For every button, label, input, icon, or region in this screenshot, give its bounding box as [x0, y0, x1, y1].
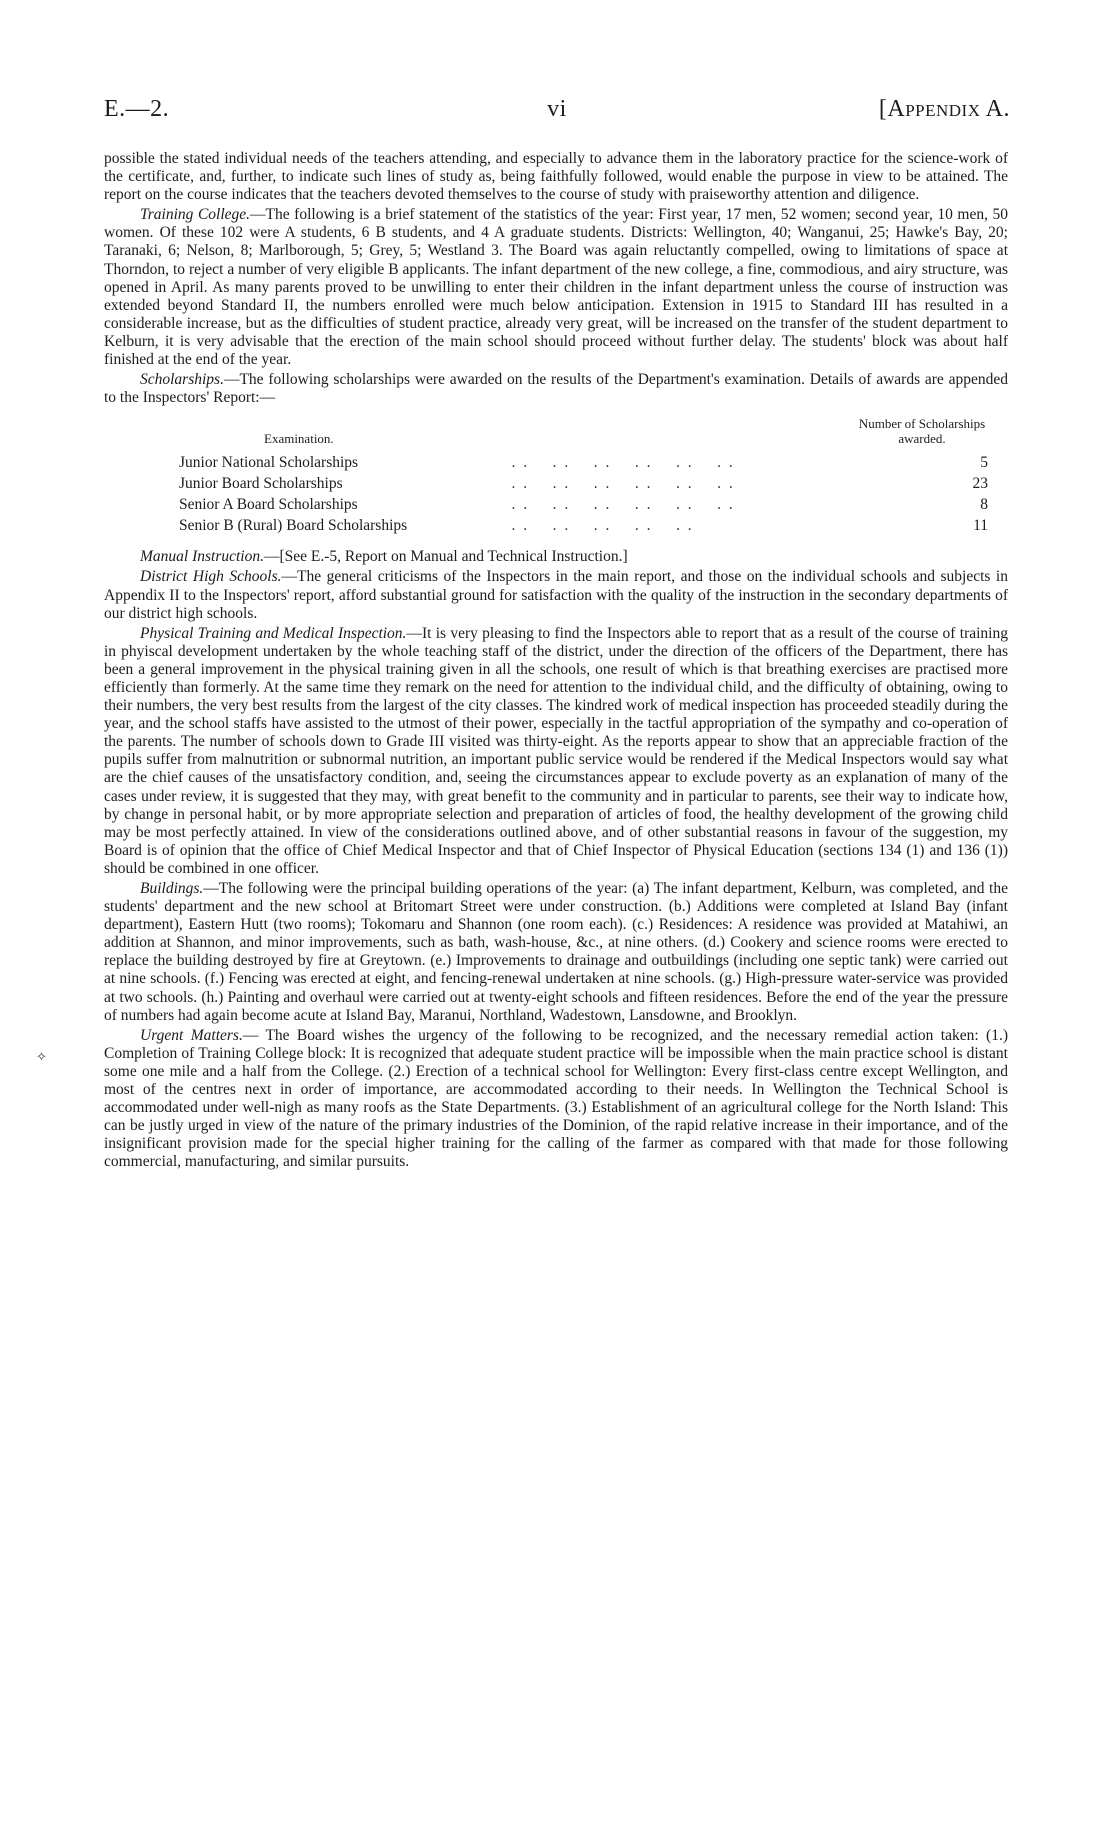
paragraph-text: —The general criticisms of the Inspectors in the main report, and those on the individual schools and subjects in Appendix II to the Inspectors' report, afford substantial ground for satisfaction with the quality of the instruction in the secondary departments of our district high schools.	[104, 568, 1008, 622]
paragraph-urgent-matters	[104, 1027, 1008, 1172]
table-row	[178, 515, 1008, 536]
scholarship-name: Senior B (Rural) Board Scholarships	[179, 517, 408, 535]
paragraph-manual-instruction	[104, 548, 1008, 566]
paragraph-text: —[See E.-5, Report on Manual and Technical Instruction.]	[264, 548, 628, 566]
scholarships-table	[178, 415, 1008, 536]
table-header-row	[178, 415, 1008, 452]
scholarship-count: 11	[973, 517, 988, 535]
paragraph-text: —The following were the principal building operations of the year: (a) The infant department, Kelburn, was completed, and the students' department and the new school at Britomart Street were under construction. (b.) Additions were completed at Island Bay (infant department), Eastern Hutt (two rooms); Tokomaru and Shannon (one room each). (c.) Residences: A residence was provided at Matahiwi, an addition at Shannon, and minor improvements, such as bath, wash-house, &c., at nine others. (d.) Cookery and science rooms were erected to replace the building destroyed by fire at Greytown. (e.) Improvements to drainage and outbuildings (including one septic tank) were carried out at nine schools. (f.) Fencing was erected at eight, and fencing-renewal undertaken at nine schools. (g.) High-pressure water-service was provided at two schools. (h.) Painting and overhaul were carried out at twenty-eight schools and fifteen residences. Before the end of the year the pressure of numbers had again become acute at Island Bay, Maranui, Northland, Wadestown, Lansdowne, and Brooklyn.	[104, 880, 1008, 1024]
scholarship-name: Junior National Scholarships	[179, 454, 359, 472]
scholarship-count: 23	[972, 475, 988, 493]
paragraph-continuation: possible the stated individual needs of the teachers attending, and especially to advance them in the laboratory practice for the science-work of the certificate, and, further, to indicate such lines of study as, being faithfully followed, would enable the purpose in view to be attained. The report on the course indicates that the teachers devoted themselves to the course of study with praiseworthy attention and diligence.	[104, 150, 1008, 204]
document-body	[104, 150, 1008, 1174]
section-heading: District High Schools.	[140, 568, 282, 586]
leader-dots: . . . . . . . . . . . .	[511, 475, 735, 493]
paragraph-physical-training	[104, 625, 1008, 878]
scholarship-name: Junior Board Scholarships	[179, 475, 343, 493]
paragraph-text: —The following is a brief statement of the statistics of the year: First year, 17 men, 52 women; second year, 10 men, 50 women. Of these 102 were A students, 6 B students, and 4 A graduate students. Districts: Wellington, 40; Wanganui, 25; Hawke's Bay, 20; Taranaki, 6; Nelson, 8; Marlborough, 5; Grey, 5; Westland 3. The Board was again reluctantly compelled, owing to limitations of space at Thorndon, to reject a number of very eligible B applicants. The infant department of the new college, a fine, commodious, and airy structure, was opened in April. As many parents proved to be unwilling to enter their children in the infant department unless the course of instruction was extended beyond Standard II, the numbers enrolled were much below anticipation. Extension in 1915 to Standard III has resulted in a considerable increase, but as the difficulties of student practice, already very great, will be increased on the transfer of the student department to Kelburn, it is very advisable that the erection of the main school should proceed without further delay. The students' block was about half finished at the end of the year.	[104, 206, 1008, 369]
column-header-examination: Examination.	[264, 431, 334, 447]
table-row	[178, 473, 1008, 494]
section-heading: Buildings.	[140, 880, 204, 897]
scholarship-count: 8	[980, 496, 988, 514]
leader-dots: . . . . . . . . . .	[511, 517, 694, 535]
page-header	[104, 96, 1010, 130]
page-number: vi	[547, 96, 567, 122]
section-heading: Physical Training and Medical Inspection.	[140, 624, 407, 642]
section-heading: Training College.	[140, 206, 251, 224]
paragraph-buildings	[104, 880, 1008, 1025]
scholarship-count: 5	[980, 454, 988, 472]
section-heading: Urgent Matters.	[140, 1026, 243, 1044]
column-header-number: Number of Scholarships awarded.	[858, 416, 986, 447]
scholarship-name: Senior A Board Scholarships	[179, 496, 358, 514]
table-row	[178, 452, 1008, 473]
margin-mark: ✧	[36, 1049, 47, 1064]
section-heading: Manual Instruction.	[140, 548, 264, 566]
paragraph-training-college	[104, 206, 1008, 369]
paragraph-text: —The following scholarships were awarded on the results of the Department's examination. Details of awards are appended to the Inspectors' Report:—	[104, 371, 1008, 407]
section-heading: Scholarships.	[140, 371, 224, 389]
paragraph-text: — The Board wishes the urgency of the following to be recognized, and the necessary remedial action taken: (1.) Completion of Training College block: It is recognized that adequate student practice will be impossible when the main practice school is distant some one mile and a half from the College. (2.) Erection of a technical school for Wellington: Every first-class centre except Wellington, and most of the centres next in order of importance, are accommodated according to their needs. In Wellington the Technical School is accommodated under well-nigh as many roofs as the State Departments. (3.) Establishment of an agricultural college for the North Island: This can be justly urged in view of the nature of the primary industries of the Dominion, of the rapid relative increase in their importance, and of the insignificant provision made for the special higher training for the calling of the farmer as compared with that made for those following commercial, manufacturing, and similar pursuits.	[104, 1026, 1008, 1171]
appendix-label: [Appendix A.	[878, 96, 1010, 122]
paragraph-scholarships	[104, 371, 1008, 407]
table-row	[178, 494, 1008, 515]
paragraph-district-high-schools	[104, 568, 1008, 622]
leader-dots: . . . . . . . . . . . .	[511, 454, 735, 472]
document-code: E.—2.	[104, 96, 170, 122]
leader-dots: . . . . . . . . . . . .	[511, 496, 735, 514]
paragraph-text: —It is very pleasing to find the Inspectors able to report that as a result of the course of training in phyiscal development undertaken by the whole teaching staff of the district, under the direction of the officers of the Department, there has been a general improvement in the physical training given in all the schools, one result of which is that breathing exercises are practised more efficiently than formerly. At the same time they remark on the need for attention to the individual child, and the difficulty of obtaining, owing to their numbers, the very best results from the largest of the city classes. The kindred work of medical inspection has proceeded steadily during the year, and the school staffs have assisted to the utmost of their power, especially in the tactful appropriation of the sympathy and co-operation of the parents. The number of schools down to Grade III visited was thirty-eight. As the reports appear to show that an appreciable fraction of the pupils suffer from malnutrition or subnormal nutrition, an important public service would be rendered if the Medical Inspectors would say what are the chief causes of the unsatisfactory condition, and, seeing the circumstances appear to exclude poverty as an explanation of many of the cases under review, it is suggested that they may, with great benefit to the community and in particular to parents, see their way to indicate how, by change in personal habit, or by more appropriate selection and preparation of articles of food, the healthy development of the growing child may be most perfectly attained. In view of the considerations outlined above, and of other substantial reasons in favour of the suggestion, my Board is of opinion that the office of Chief Medical Inspector and that of Chief Inspector of Physical Education (sections 134 (1) and 136 (1)) should be combined in one officer.	[104, 624, 1008, 877]
